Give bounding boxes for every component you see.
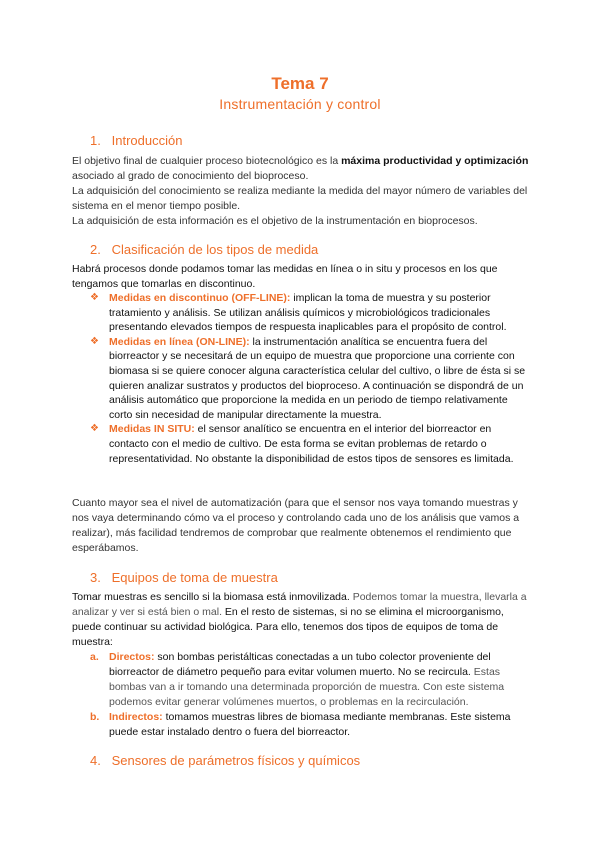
item-label: Indirectos: [109, 711, 163, 723]
intro-text: Podemos tomar la muestra, llevarla a analizar y ver si está bien o mal. [72, 591, 527, 618]
list-item [90, 650, 530, 710]
item-text: implican la toma de muestra y su posterior tratamiento y análisis. Se utilizan análisis químicos y microbiológicos tradicionales presentando elevados tiempos de respuesta inaplicables para el propósito de control. [109, 292, 507, 334]
section-title: Sensores de parámetros físicos y químicos [111, 753, 361, 768]
intro-paragraph [72, 154, 532, 229]
measurement-types-list [90, 291, 530, 466]
clasificacion-intro: Habrá procesos donde podamos tomar las medidas en línea o in situ y procesos en los que tengamos que tomarlas en discontinuo. [72, 263, 498, 290]
section-title: Introducción [111, 133, 183, 148]
section-title: Clasificación de los tipos de medida [111, 242, 319, 257]
list-item [90, 291, 530, 335]
section-title: Equipos de toma de muestra [111, 570, 278, 585]
document-subtitle: Instrumentación y control [219, 96, 381, 112]
list-marker: b. [90, 711, 100, 723]
document-title: Tema 7 [271, 74, 329, 93]
list-marker: a. [90, 651, 99, 663]
section-number: 4. [90, 753, 101, 768]
item-text: la instrumentación analítica se encuentra fuera del biorreactor y se necesitará de un equipo de muestra que proporcione una corriente con biomasa si se quiere conocer alguna característica celular del cultivo, o libre de ésta si se quieren analizar sustratos y productos del bioproceso. A continuación se dispondrá de un análisis automático que proporcione la medida en un periodo de tiempo relativamente corto sin necesidad de manipular directamente la muestra. [109, 335, 526, 421]
item-text: tomamos muestras libres de biomasa mediante membranas. Este sistema puede estar instalado dentro o fuera del biorreactor. [109, 711, 511, 738]
section-heading-equipos [90, 570, 278, 585]
section-heading-sensores [90, 753, 360, 768]
item-text: el sensor analítico se encuentra en el interior del biorreactor en contacto con el medio de cultivo. De esta forma se evitan problemas de retardo o representatividad. No obstante la disponibilidad de estos tipos de sensores es limitada. [109, 423, 514, 465]
section-number: 1. [90, 133, 101, 148]
clasificacion-outro: Cuanto mayor sea el nivel de automatización (para que el sensor nos vaya tomando muestras y nos vaya determinando cómo va el proceso y controlando cada uno de los análisis que vamos a realizar), más facilidad tendremos de comprobar que realmente obtenemos el rendimiento que esperábamos. [72, 497, 520, 554]
intro-text: En el resto de sistemas, si no se elimina el microorganismo, puede continuar su actividad biológica. Para ello, tenemos dos tipos de equipos de toma de muestra: [72, 606, 504, 648]
intro-text: La adquisición de esta información es el objetivo de la instrumentación en bioprocesos. [72, 215, 478, 227]
intro-text: El objetivo final de cualquier proceso biotecnológico es la [72, 155, 342, 167]
item-label: Medidas IN SITU: [109, 423, 195, 436]
item-text: son bombas peristálticas conectadas a un tubo colector proveniente del biorreactor de diámetro pequeño para evitar volumen muerto. No se recircula. [109, 651, 491, 678]
equipos-intro [72, 590, 532, 650]
diamond-bullet-icon: ❖ [90, 335, 99, 347]
intro-text: asociado al grado de conocimiento del bioproceso. [72, 170, 309, 182]
diamond-bullet-icon: ❖ [90, 423, 99, 435]
item-text: Estas bombas van a ir tomando una determinada proporción de muestra. Con este sistema podemos evitar generar volúmenes muertos, o problemas en la recirculación. [109, 666, 505, 708]
list-item [90, 710, 530, 740]
intro-emphasis: máxima productividad y optimización [341, 155, 529, 167]
section-number: 3. [90, 570, 101, 585]
list-item [90, 422, 530, 466]
sampling-equipment-list [90, 650, 530, 740]
intro-text: Tomar muestras es sencillo si la biomasa está inmovilizada. [72, 591, 350, 603]
item-label: Medidas en línea (ON-LINE): [109, 335, 250, 348]
section-heading-clasificacion [90, 242, 318, 257]
item-label: Directos: [109, 651, 155, 663]
item-label: Medidas en discontinuo (OFF-LINE): [109, 292, 291, 304]
list-item [90, 335, 530, 423]
intro-text: La adquisición del conocimiento se realiza mediante la medida del mayor número de variables del sistema en el menor tiempo posible. [72, 185, 528, 212]
diamond-bullet-icon: ❖ [90, 292, 99, 303]
section-heading-introduccion [90, 133, 182, 148]
section-number: 2. [90, 242, 101, 257]
